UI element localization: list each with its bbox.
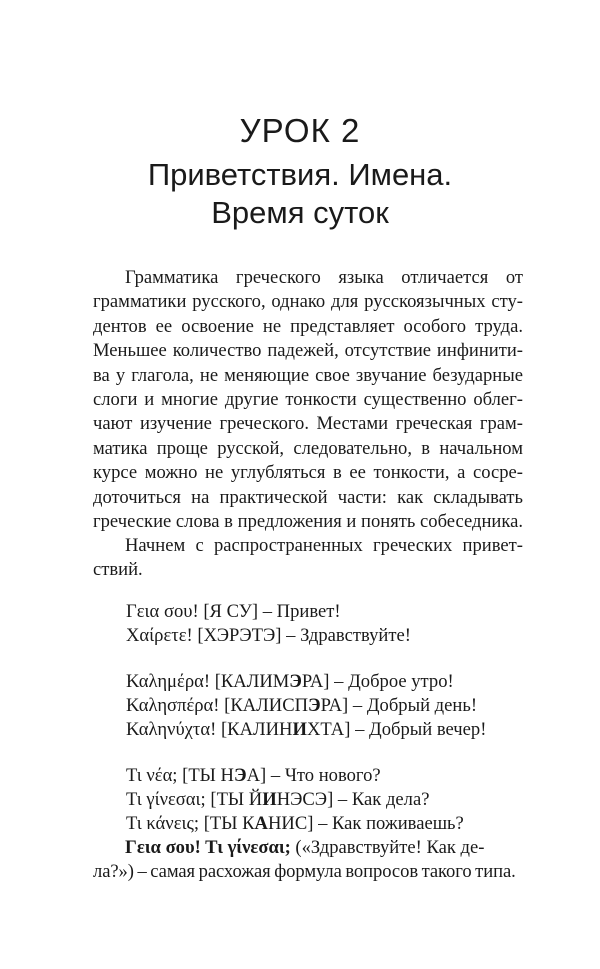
greek-phrase: Καλησπέρα!	[126, 695, 220, 716]
greek-phrase: Χαίρετε!	[126, 625, 193, 646]
phrase-line	[126, 788, 429, 812]
stressed-letter: И	[262, 789, 277, 810]
intro-line: грамматики русского, однако для русскоязычных сту-	[93, 291, 523, 313]
intro-line: курсе можно не углубляться в ее тонкости, а сосре-	[93, 462, 523, 484]
lead-in-line: Начнем с распространенных греческих привет-	[125, 535, 523, 556]
stressed-letter: Э	[233, 765, 247, 786]
stressed-letter: И	[292, 719, 307, 740]
intro-paragraph	[93, 266, 523, 534]
lesson-title-line-2: Время суток	[211, 195, 389, 230]
greek-phrase: Τι γίνεσαι;	[126, 789, 206, 810]
phrase-line	[126, 670, 454, 694]
intro-line: дентов ее освоение не представляет особого труда.	[93, 315, 523, 337]
intro-line: доточиться на практической части: как складывать	[93, 486, 523, 508]
phrase-line	[126, 694, 477, 718]
greek-phrase: Καληνύχτα!	[126, 719, 217, 740]
stressed-letter: Э	[289, 671, 302, 692]
phrase-line	[126, 600, 341, 624]
lesson-number: УРОК 2	[239, 112, 361, 149]
phrase-translation: [ТЫ Н	[177, 765, 234, 786]
closing-bold-phrase: Γεια σου! Τι γίνεσαι;	[125, 837, 291, 858]
closing-text: («Здравствуйте! Как де-	[290, 837, 485, 858]
intro-line: чают изучение греческого. Местами греческая грам-	[93, 413, 523, 435]
phrase-line	[126, 812, 464, 836]
phrase-translation: [Я СУ] – Привет!	[198, 601, 341, 622]
phrase-translation: [ТЫ К	[199, 813, 255, 834]
intro-line: Меньшее количество падежей, отсутствие инфинити-	[93, 340, 523, 362]
phrase-translation: ХТА] – Добрый вечер!	[306, 719, 487, 740]
phrase-translation: НЭСЭ] – Как дела?	[276, 789, 430, 810]
phrase-translation: РА] – Доброе утро!	[301, 671, 454, 692]
greek-phrase: Γεια σου!	[126, 601, 199, 622]
intro-line: ва у глагола, не меняющие свое звучание безударные	[93, 364, 523, 386]
intro-line: греческие слова в предложения и понять собеседника.	[93, 511, 523, 533]
greek-phrase: Τι νέα;	[126, 765, 178, 786]
stressed-letter: Э	[308, 695, 321, 716]
closing-paragraph	[93, 836, 523, 885]
phrase-line	[126, 624, 411, 648]
closing-line: ла?») – самая расхожая формула вопросов такого типа.	[93, 861, 516, 883]
lead-in-paragraph	[93, 534, 523, 583]
phrase-translation: [КАЛИСП	[219, 695, 309, 716]
phrase-translation: [КАЛИМ	[210, 671, 290, 692]
intro-line: Грамматика греческого языка отличается от	[125, 267, 523, 288]
stressed-letter: А	[254, 813, 268, 834]
phrase-translation: [ТЫ Й	[205, 789, 263, 810]
lesson-title-line-1: Приветствия. Имена.	[147, 157, 453, 192]
phrase-translation: [ХЭРЭТЭ] – Здравствуйте!	[192, 625, 411, 646]
phrase-translation: НИС] – Как поживаешь?	[267, 813, 464, 834]
intro-line: слоги и многие другие тонкости существенно облег-	[93, 389, 523, 411]
intro-line: матика проще русской, следовательно, в начальном	[93, 437, 523, 459]
lead-in-line: ствий.	[93, 559, 143, 581]
greek-phrase: Τι κάνεις;	[126, 813, 200, 834]
phrase-translation: А] – Что нового?	[246, 765, 381, 786]
phrase-line	[126, 764, 381, 788]
phrase-line	[126, 718, 486, 742]
closing-line	[93, 836, 523, 860]
phrase-translation: [КАЛИН	[216, 719, 293, 740]
greek-phrase: Καλημέρα!	[126, 671, 211, 692]
phrase-translation: РА] – Добрый день!	[320, 695, 478, 716]
